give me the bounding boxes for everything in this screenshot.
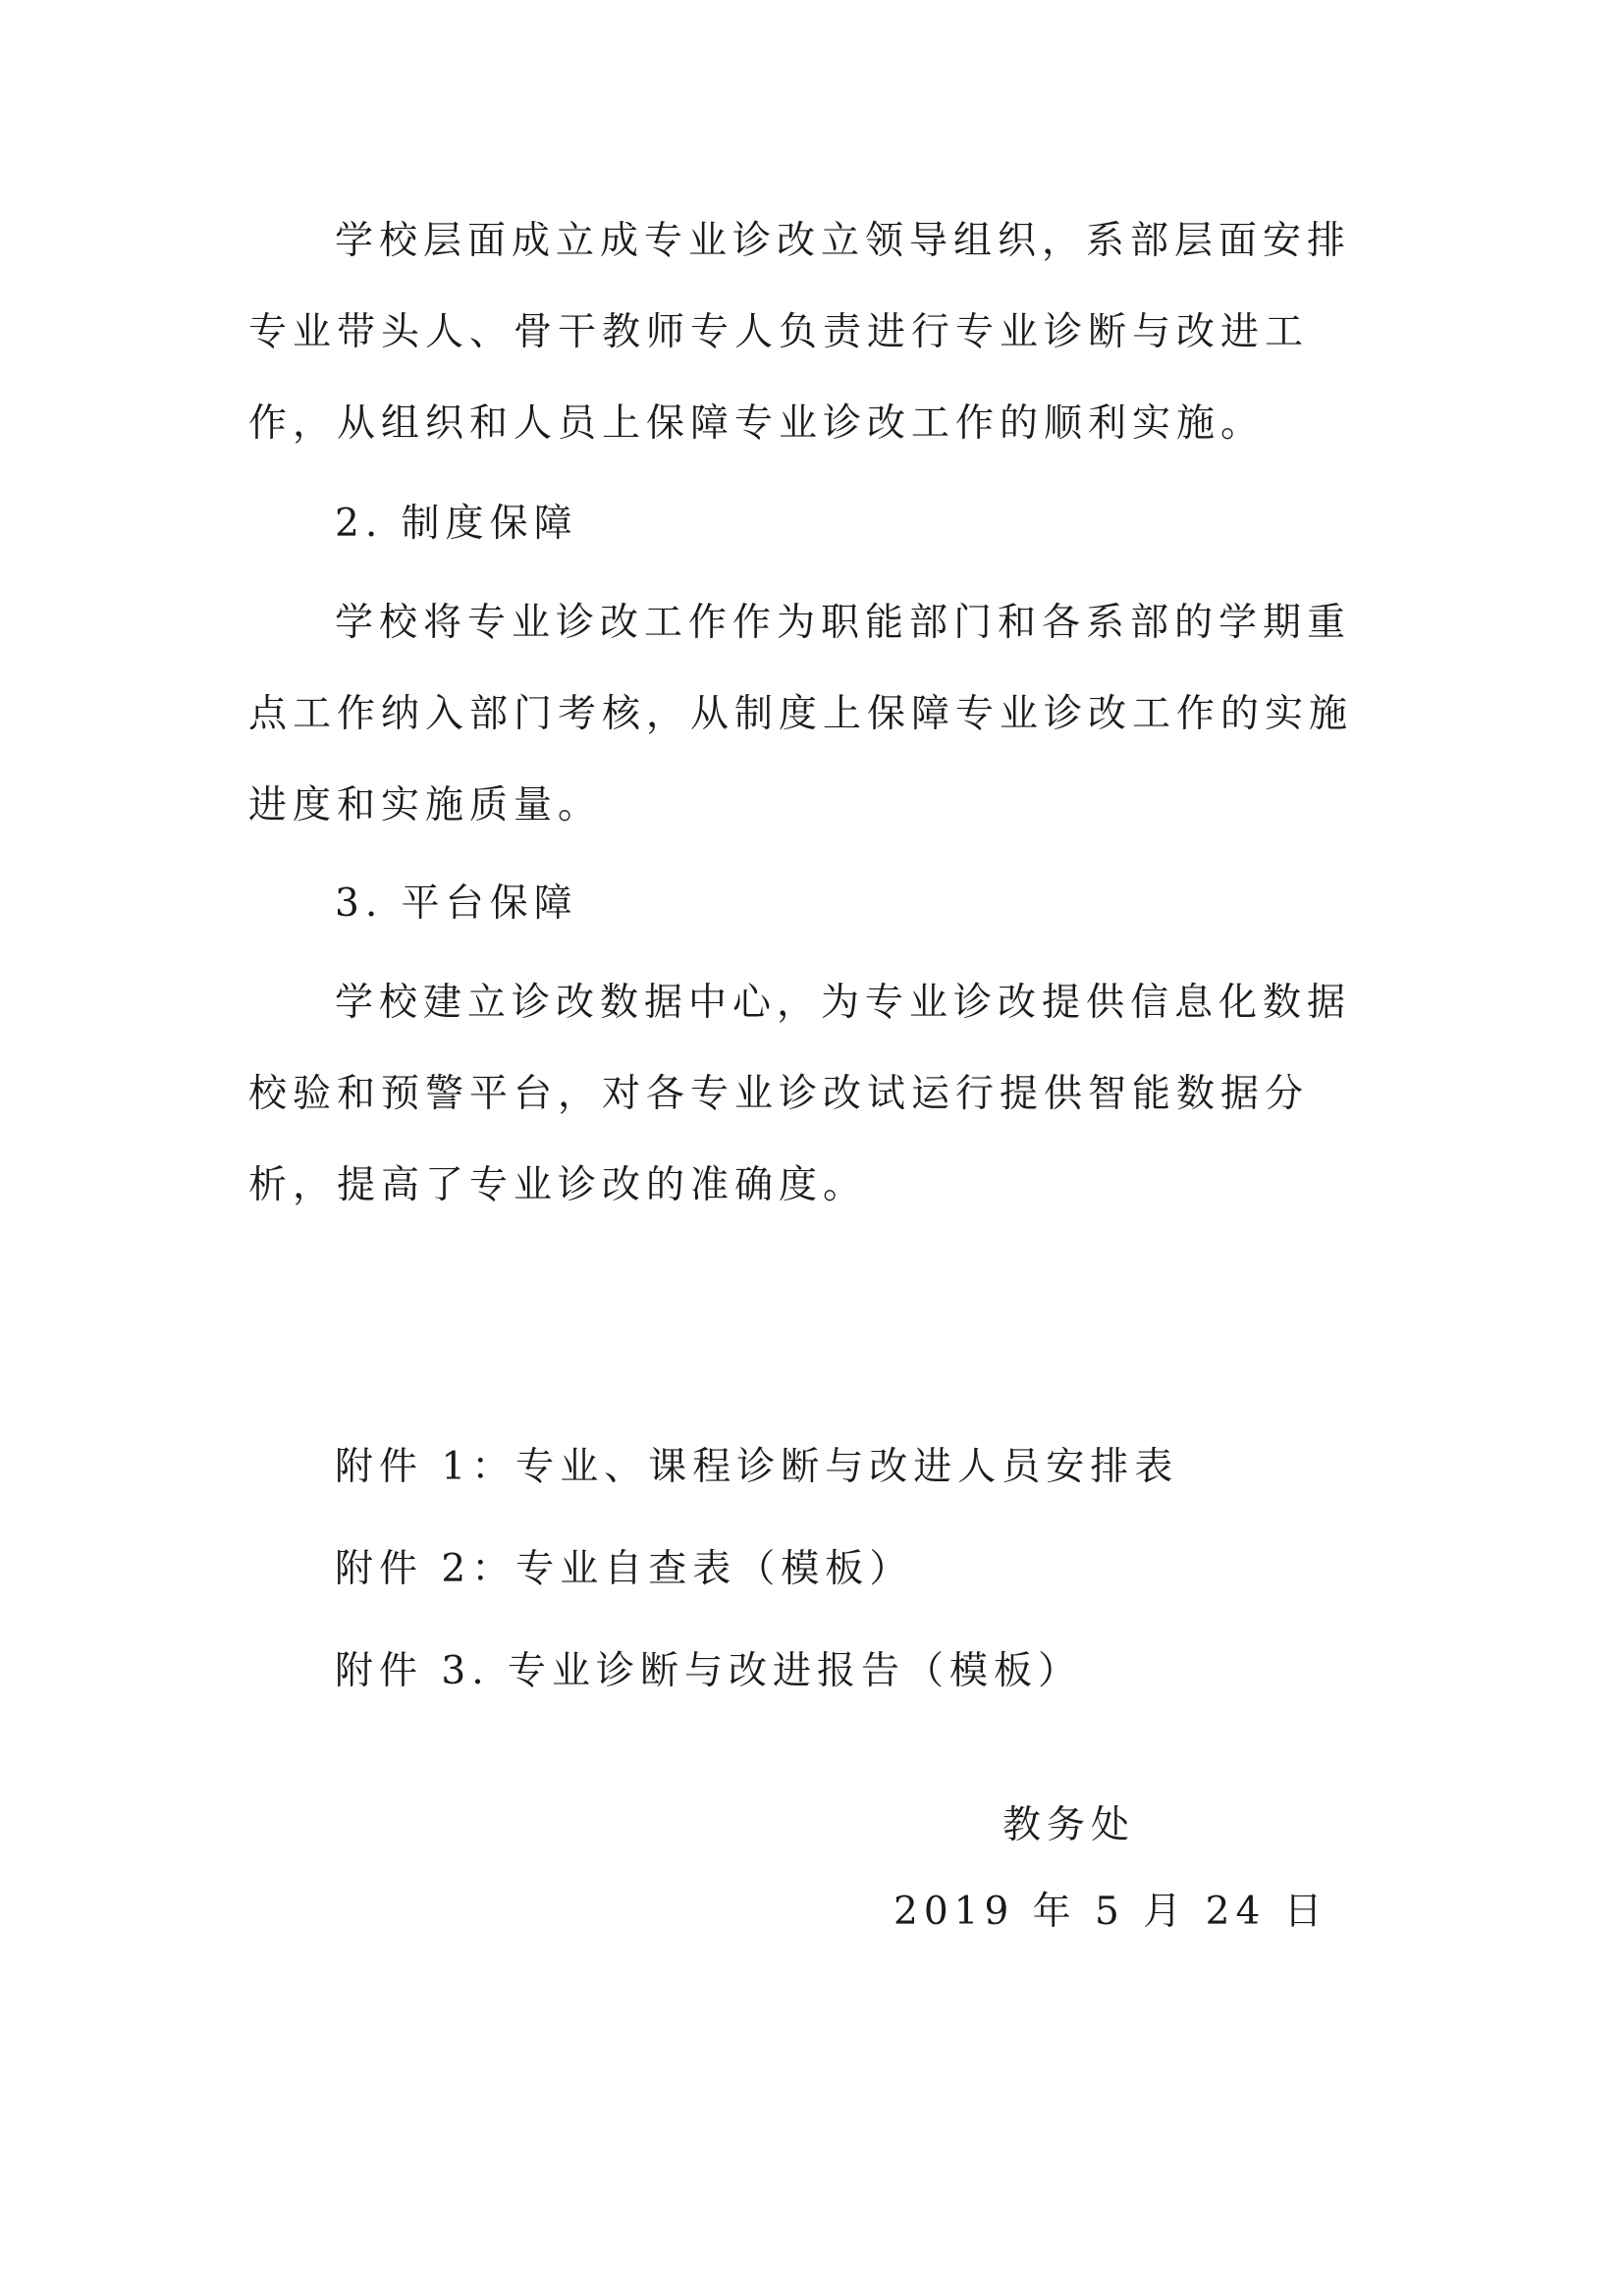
paragraph-platform-guarantee: 学校建立诊改数据中心，为专业诊改提供信息化数据校验和预警平台，对各专业诊改试运行提供智能数据分析，提高了专业诊改的准确度。 bbox=[248, 981, 1352, 1207]
attachment-2: 附件 2：专业自查表（模板） bbox=[335, 1547, 914, 1591]
signature-department: 教务处 bbox=[1002, 1803, 1136, 1847]
paragraph-organization-guarantee: 学校层面成立成专业诊改立领导组织，系部层面安排专业带头人、骨干教师专人负责进行专业诊断与改进工作，从组织和人员上保障专业诊改工作的顺利实施。 bbox=[248, 219, 1352, 446]
attachment-1: 附件 1：专业、课程诊断与改进人员安排表 bbox=[335, 1445, 1179, 1489]
signature-date: 2019 年 5 月 24 日 bbox=[893, 1890, 1328, 1934]
heading-system-guarantee: 2. 制度保障 bbox=[335, 502, 578, 546]
paragraph-system-guarantee: 学校将专业诊改工作作为职能部门和各系部的学期重点工作纳入部门考核，从制度上保障专业诊改工作的实施进度和实施质量。 bbox=[248, 601, 1354, 828]
heading-platform-guarantee: 3. 平台保障 bbox=[335, 881, 578, 926]
attachment-3: 附件 3. 专业诊断与改进报告（模板） bbox=[335, 1649, 1083, 1693]
